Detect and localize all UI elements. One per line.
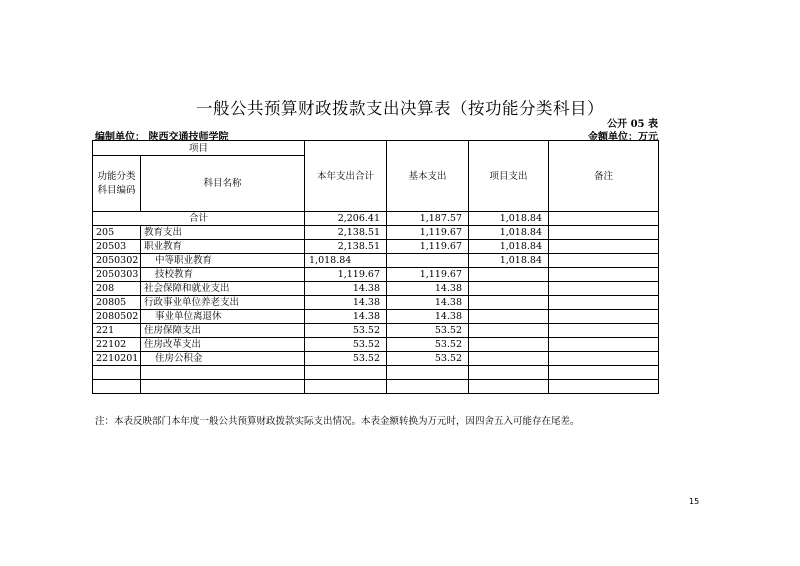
row-code: 221 (93, 324, 141, 338)
row-basic: 53.52 (387, 338, 469, 352)
row-project (469, 282, 549, 296)
row-remark (549, 310, 659, 324)
row-basic (387, 254, 469, 268)
total-row (93, 212, 659, 226)
row-total: 1,018.84 (305, 254, 387, 268)
table-row (93, 240, 659, 254)
row-total: 53.52 (305, 352, 387, 366)
row-basic: 14.38 (387, 296, 469, 310)
row-name: 技校教育 (141, 268, 305, 282)
row-basic: 53.52 (387, 324, 469, 338)
table-row (93, 296, 659, 310)
table-row (93, 338, 659, 352)
row-remark (549, 240, 659, 254)
form-number: 公开 05 表 (607, 119, 658, 130)
header-basic: 基本支出 (387, 141, 469, 212)
row-total: 14.38 (305, 282, 387, 296)
row-project (469, 352, 549, 366)
row-project (469, 296, 549, 310)
row-total: 14.38 (305, 296, 387, 310)
row-remark (549, 324, 659, 338)
table-row (93, 282, 659, 296)
empty-row (93, 380, 659, 394)
row-project (469, 268, 549, 282)
table-row (93, 310, 659, 324)
row-code: 22102 (93, 338, 141, 352)
row-remark (549, 296, 659, 310)
total-remark (549, 212, 659, 226)
row-basic: 14.38 (387, 310, 469, 324)
row-remark (549, 268, 659, 282)
total-label: 合计 (93, 212, 305, 226)
row-basic: 1,119.67 (387, 268, 469, 282)
row-remark (549, 338, 659, 352)
row-code: 2080502 (93, 310, 141, 324)
total-basic: 1,187.57 (387, 212, 469, 226)
total-amount: 2,206.41 (305, 212, 387, 226)
row-name: 住房保障支出 (141, 324, 305, 338)
row-project: 1,018.84 (469, 254, 549, 268)
page-number: 15 (689, 497, 700, 506)
header-code: 功能分类科目编码 (93, 156, 141, 212)
row-total: 2,138.51 (305, 226, 387, 240)
row-basic: 53.52 (387, 352, 469, 366)
table-row (93, 324, 659, 338)
row-project (469, 338, 549, 352)
row-code: 2050302 (93, 254, 141, 268)
row-remark (549, 282, 659, 296)
expenditure-table (92, 140, 659, 394)
row-total: 14.38 (305, 310, 387, 324)
empty-row (93, 366, 659, 380)
row-project: 1,018.84 (469, 226, 549, 240)
row-code: 2050303 (93, 268, 141, 282)
row-code: 20805 (93, 296, 141, 310)
row-project (469, 324, 549, 338)
report-title: 一般公共预算财政拨款支出决算表（按功能分类科目） (196, 99, 604, 118)
row-name: 住房改革支出 (141, 338, 305, 352)
compiling-unit: 编制单位： 陕西交通技师学院 (95, 132, 229, 143)
row-remark (549, 352, 659, 366)
header-remark: 备注 (549, 141, 659, 212)
row-basic: 1,119.67 (387, 240, 469, 254)
row-code: 205 (93, 226, 141, 240)
row-total: 53.52 (305, 338, 387, 352)
row-name: 住房公积金 (141, 352, 305, 366)
table-row (93, 254, 659, 268)
row-name: 行政事业单位养老支出 (141, 296, 305, 310)
row-project: 1,018.84 (469, 240, 549, 254)
row-name: 社会保障和就业支出 (141, 282, 305, 296)
table-row (93, 352, 659, 366)
row-basic: 14.38 (387, 282, 469, 296)
row-name: 事业单位离退休 (141, 310, 305, 324)
header-total: 本年支出合计 (305, 141, 387, 212)
table-row (93, 268, 659, 282)
row-total: 1,119.67 (305, 268, 387, 282)
row-code: 20503 (93, 240, 141, 254)
row-code: 208 (93, 282, 141, 296)
total-project: 1,018.84 (469, 212, 549, 226)
table-note: 注：本表反映部门本年度一般公共预算财政拨款实际支出情况。本表金额转换为万元时，因四舍五入可能存在尾差。 (95, 416, 580, 427)
row-remark (549, 226, 659, 240)
header-project-expenditure: 项目支出 (469, 141, 549, 212)
header-project: 项目 (93, 141, 305, 156)
row-code: 2210201 (93, 352, 141, 366)
row-basic: 1,119.67 (387, 226, 469, 240)
row-name: 教育支出 (141, 226, 305, 240)
amount-unit: 金额单位：万元 (588, 132, 658, 143)
row-total: 2,138.51 (305, 240, 387, 254)
row-remark (549, 254, 659, 268)
header-name: 科目名称 (141, 156, 305, 212)
table-row (93, 226, 659, 240)
row-total: 53.52 (305, 324, 387, 338)
row-name: 中等职业教育 (141, 254, 305, 268)
row-project (469, 310, 549, 324)
row-name: 职业教育 (141, 240, 305, 254)
